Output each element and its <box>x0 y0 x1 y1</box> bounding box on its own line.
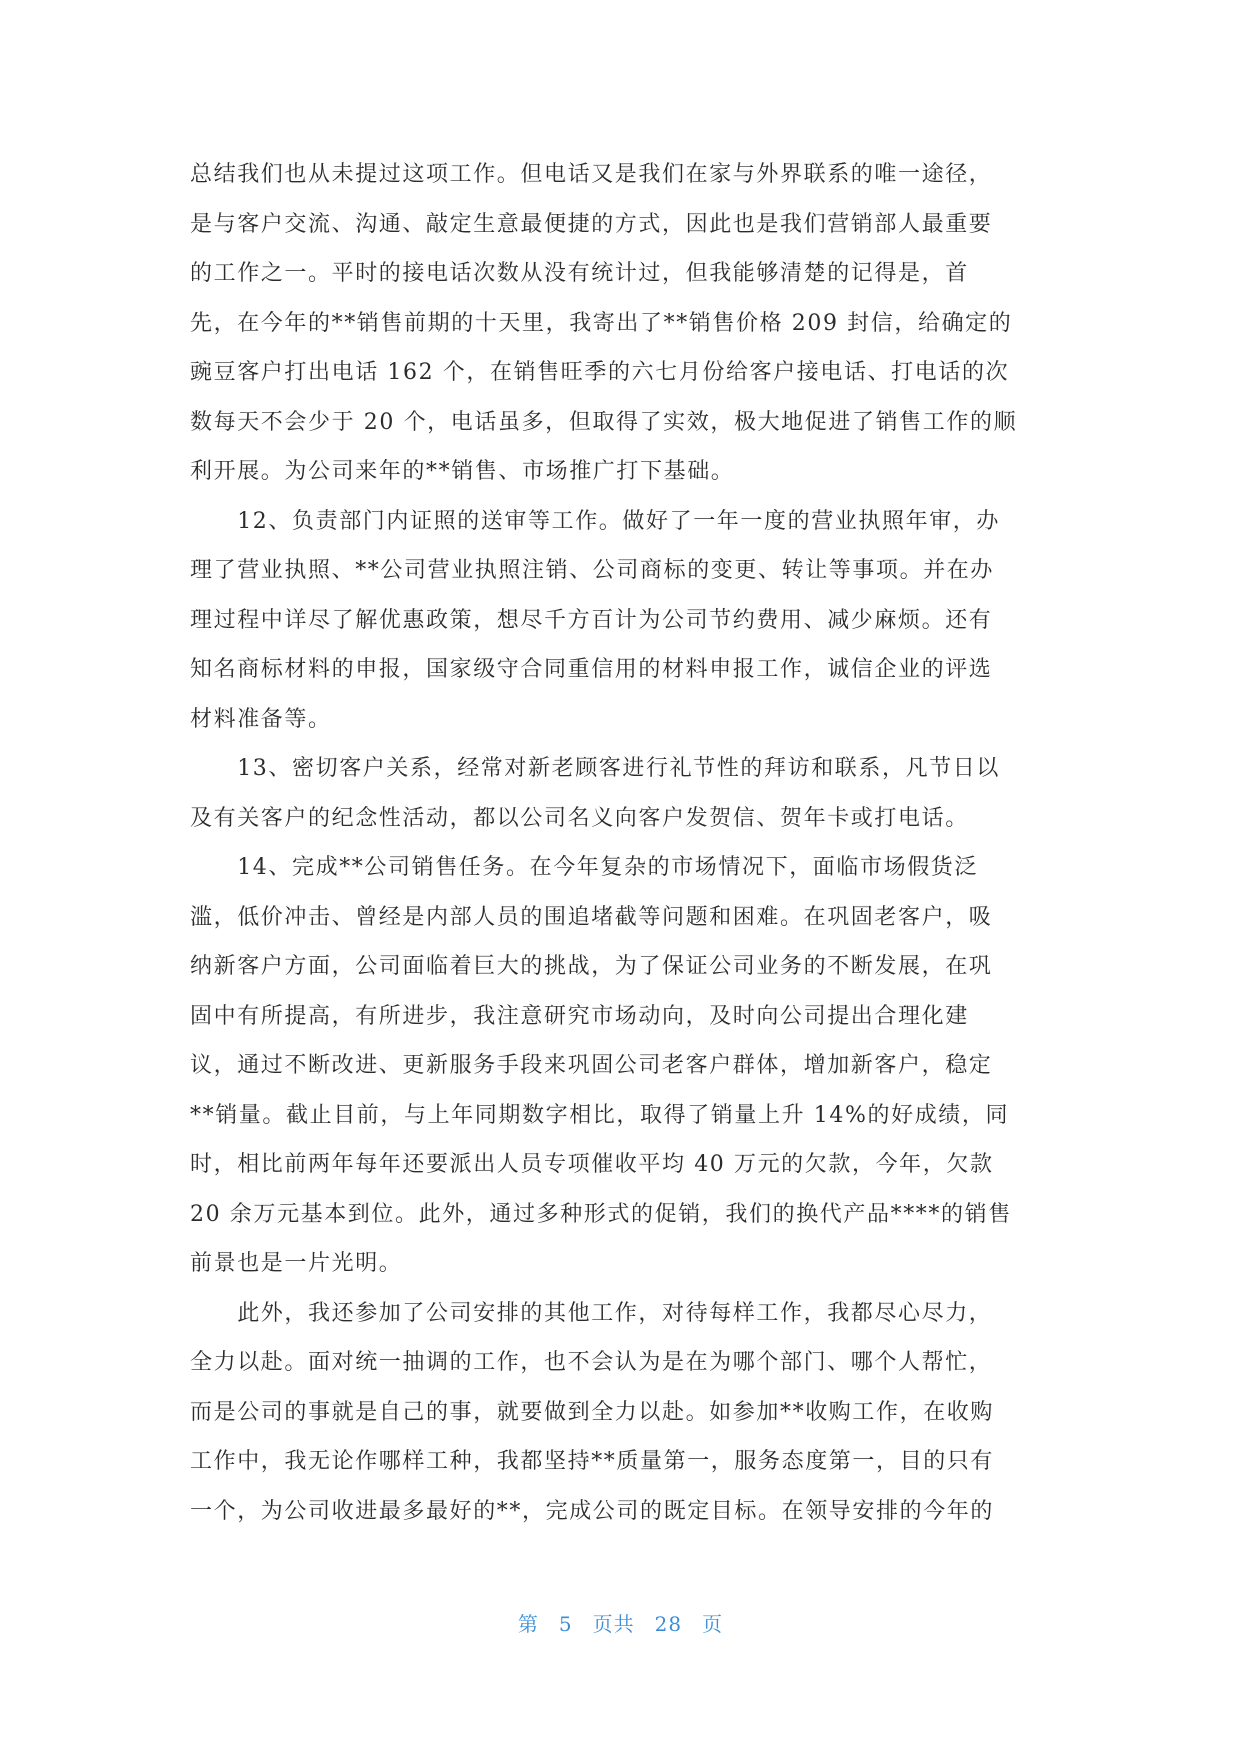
document-body <box>190 150 1056 1536</box>
page-number-middle: 页共 <box>592 1612 635 1636</box>
text-line: 此外，我还参加了公司安排的其他工作，对待每样工作，我都尽心尽力， <box>190 1300 993 1326</box>
text-line: 全力以赴。面对统一抽调的工作，也不会认为是在为哪个部门、哪个人帮忙， <box>190 1350 993 1375</box>
text-line: 材料准备等。 <box>190 706 332 732</box>
text-line: 是与客户交流、沟通、敲定生意最便捷的方式，因此也是我们营销部人最重要 <box>190 211 993 237</box>
total-pages: 28 <box>654 1612 683 1636</box>
text-line: 固中有所提高，有所进步，我注意研究市场动向，及时向公司提出合理化建 <box>190 1003 969 1029</box>
page-footer <box>0 1608 1241 1637</box>
text-line: 理过程中详尽了解优惠政策，想尽千方百计为公司节约费用、减少麻烦。还有 <box>190 607 993 633</box>
text-line: 及有关客户的纪念性活动，都以公司名义向客户发贺信、贺年卡或打电话。 <box>190 805 969 831</box>
text-line: 的工作之一。平时的接电话次数从没有统计过，但我能够清楚的记得是，首 <box>190 261 969 286</box>
text-line: 数每天不会少于 20 个，电话虽多，但取得了实效，极大地促进了销售工作的顺 <box>190 409 1018 435</box>
text-line: 先，在今年的**销售前期的十天里，我寄出了**销售价格 209 封信，给确定的 <box>190 310 1013 336</box>
page-number-prefix: 第 <box>517 1612 539 1636</box>
text-line: 20 余万元基本到位。此外，通过多种形式的促销，我们的换代产品****的销售 <box>190 1201 1012 1227</box>
text-line: 14、完成**公司销售任务。在今年复杂的市场情况下，面临市场假货泛 <box>190 855 978 880</box>
text-line: 理了营业执照、**公司营业执照注销、公司商标的变更、转让等事项。并在办 <box>190 558 995 583</box>
text-line: **销量。截止目前，与上年同期数字相比，取得了销量上升 14%的好成绩，同 <box>190 1102 1010 1128</box>
text-line: 知名商标材料的申报，国家级守合同重信用的材料申报工作，诚信企业的评选 <box>190 657 993 682</box>
text-line: 13、密切客户关系，经常对新老顾客进行礼节性的拜访和联系，凡节日以 <box>190 756 1000 781</box>
page-number-suffix: 页 <box>702 1612 724 1636</box>
text-line: 总结我们也从未提过这项工作。但电话又是我们在家与外界联系的唯一途径， <box>190 162 993 187</box>
text-line: 利开展。为公司来年的**销售、市场推广打下基础。 <box>190 459 735 484</box>
text-line: 豌豆客户打出电话 162 个，在销售旺季的六七月份给客户接电话、打电话的次 <box>190 360 1010 385</box>
text-line: 一个，为公司收进最多最好的**，完成公司的既定目标。在领导安排的今年的 <box>190 1498 995 1524</box>
text-line: 而是公司的事就是自己的事，就要做到全力以赴。如参加**收购工作，在收购 <box>190 1399 995 1425</box>
text-line: 前景也是一片光明。 <box>190 1251 403 1276</box>
text-line: 滥，低价冲击、曾经是内部人员的围追堵截等问题和困难。在巩固老客户，吸 <box>190 904 993 930</box>
text-line: 12、负责部门内证照的送审等工作。做好了一年一度的营业执照年审，办 <box>190 508 1000 534</box>
current-page-number: 5 <box>558 1612 573 1636</box>
text-line: 工作中，我无论作哪样工种，我都坚持**质量第一，服务态度第一，目的只有 <box>190 1449 995 1474</box>
text-line: 时，相比前两年每年还要派出人员专项催收平均 40 万元的欠款，今年，欠款 <box>190 1152 994 1177</box>
text-line: 纳新客户方面，公司面临着巨大的挑战，为了保证公司业务的不断发展，在巩 <box>190 954 993 979</box>
text-line: 议，通过不断改进、更新服务手段来巩固公司老客户群体，增加新客户，稳定 <box>190 1053 993 1078</box>
